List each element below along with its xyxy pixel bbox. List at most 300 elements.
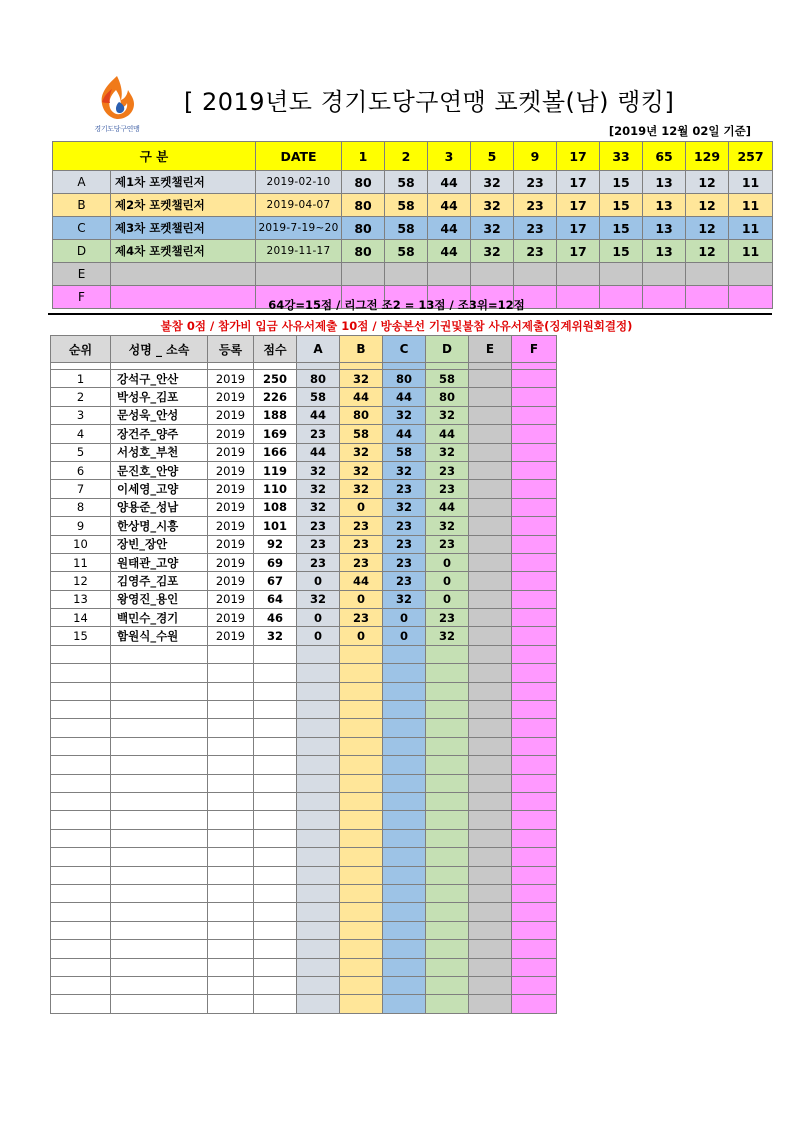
score-event-d: 32 <box>426 627 469 645</box>
player-name: 백민수_경기 <box>111 609 208 627</box>
event-points <box>428 263 471 286</box>
score-event-d: 23 <box>426 461 469 479</box>
ranking-row <box>51 572 557 590</box>
event-points: 13 <box>643 240 686 263</box>
score-event-c <box>383 664 426 682</box>
rank-cell <box>51 737 111 755</box>
score-event-a <box>297 811 340 829</box>
registration-year <box>208 701 254 719</box>
score-event-a: 23 <box>297 425 340 443</box>
total-score: 101 <box>254 517 297 535</box>
ranking-row <box>51 370 557 388</box>
score-event-a: 0 <box>297 627 340 645</box>
score-event-b: 0 <box>340 498 383 516</box>
player-name <box>111 921 208 939</box>
score-event-a <box>297 829 340 847</box>
registration-year: 2019 <box>208 553 254 571</box>
score-event-b <box>340 719 383 737</box>
score-event-c <box>383 756 426 774</box>
player-name <box>111 792 208 810</box>
player-name: 강석구_안산 <box>111 370 208 388</box>
total-score <box>254 903 297 921</box>
score-event-a: 0 <box>297 609 340 627</box>
event-points: 44 <box>428 217 471 240</box>
rank-cell <box>51 756 111 774</box>
registration-year: 2019 <box>208 572 254 590</box>
ranking-row <box>51 461 557 479</box>
event-points: 12 <box>686 171 729 194</box>
total-score <box>254 921 297 939</box>
score-event-f <box>512 682 557 700</box>
ranking-table-header <box>51 336 557 363</box>
rank-cell: 3 <box>51 406 111 424</box>
player-name: 양용준_성남 <box>111 498 208 516</box>
empty-row <box>51 719 557 737</box>
score-event-e <box>469 940 512 958</box>
event-code: D <box>53 240 111 263</box>
event-points <box>557 263 600 286</box>
score-event-e <box>469 627 512 645</box>
score-event-e <box>469 425 512 443</box>
registration-year: 2019 <box>208 425 254 443</box>
score-event-a: 23 <box>297 535 340 553</box>
registration-year <box>208 645 254 663</box>
rank-cell: 11 <box>51 553 111 571</box>
score-event-a: 58 <box>297 388 340 406</box>
score-event-a: 32 <box>297 498 340 516</box>
event-points: 17 <box>557 217 600 240</box>
registration-year <box>208 995 254 1013</box>
score-event-e <box>469 645 512 663</box>
score-event-f <box>512 866 557 884</box>
empty-row <box>51 811 557 829</box>
ranking-row <box>51 425 557 443</box>
event-points: 58 <box>385 217 428 240</box>
score-event-c <box>383 903 426 921</box>
score-event-a <box>297 756 340 774</box>
total-score: 64 <box>254 590 297 608</box>
score-event-d <box>426 848 469 866</box>
rank-cell <box>51 792 111 810</box>
score-event-b <box>340 682 383 700</box>
header-event-a: A <box>297 336 340 363</box>
score-event-b <box>340 848 383 866</box>
registration-year <box>208 958 254 976</box>
spacer-cell <box>340 363 383 370</box>
score-event-d: 23 <box>426 609 469 627</box>
spacer-cell <box>208 363 254 370</box>
registration-year <box>208 737 254 755</box>
player-name: 장건주_양주 <box>111 425 208 443</box>
rank-cell: 13 <box>51 590 111 608</box>
score-event-e <box>469 682 512 700</box>
score-event-c <box>383 811 426 829</box>
score-event-d <box>426 774 469 792</box>
score-event-c: 44 <box>383 425 426 443</box>
rank-cell: 8 <box>51 498 111 516</box>
score-event-d <box>426 756 469 774</box>
player-name <box>111 866 208 884</box>
score-event-d <box>426 995 469 1013</box>
event-points: 15 <box>600 171 643 194</box>
score-event-d <box>426 921 469 939</box>
score-event-b <box>340 774 383 792</box>
score-event-e <box>469 737 512 755</box>
score-event-c <box>383 645 426 663</box>
header-place-3: 3 <box>428 142 471 171</box>
score-event-c: 44 <box>383 388 426 406</box>
header-event-d: D <box>426 336 469 363</box>
score-event-c <box>383 940 426 958</box>
spacer-cell <box>469 363 512 370</box>
rank-cell <box>51 811 111 829</box>
score-event-e <box>469 553 512 571</box>
registration-year <box>208 682 254 700</box>
registration-year <box>208 664 254 682</box>
score-event-a: 23 <box>297 553 340 571</box>
ranking-table <box>50 335 557 1014</box>
score-event-c: 58 <box>383 443 426 461</box>
registration-year: 2019 <box>208 443 254 461</box>
rank-cell <box>51 921 111 939</box>
event-name: 제1차 포켓챌린저 <box>111 171 256 194</box>
empty-row <box>51 737 557 755</box>
score-event-f <box>512 590 557 608</box>
score-event-b: 23 <box>340 609 383 627</box>
score-event-d: 23 <box>426 535 469 553</box>
score-event-e <box>469 884 512 902</box>
score-event-a <box>297 774 340 792</box>
score-event-b: 0 <box>340 627 383 645</box>
player-name <box>111 664 208 682</box>
event-points <box>600 263 643 286</box>
scoring-note: 64강=15점 / 리그전 조2 = 13점 / 조3위=12점 <box>268 298 525 312</box>
score-event-e <box>469 370 512 388</box>
player-name <box>111 811 208 829</box>
total-score <box>254 848 297 866</box>
score-event-f <box>512 443 557 461</box>
player-name: 함원식_수원 <box>111 627 208 645</box>
score-event-f <box>512 848 557 866</box>
rank-cell <box>51 774 111 792</box>
empty-row <box>51 940 557 958</box>
score-event-c: 23 <box>383 480 426 498</box>
score-event-d <box>426 884 469 902</box>
player-name <box>111 682 208 700</box>
total-score: 119 <box>254 461 297 479</box>
score-event-f <box>512 921 557 939</box>
event-points: 13 <box>643 171 686 194</box>
registration-year <box>208 903 254 921</box>
score-event-d: 0 <box>426 572 469 590</box>
empty-row <box>51 774 557 792</box>
score-event-b: 32 <box>340 370 383 388</box>
score-event-f <box>512 609 557 627</box>
event-points: 44 <box>428 171 471 194</box>
registration-year: 2019 <box>208 535 254 553</box>
total-score <box>254 719 297 737</box>
score-event-a <box>297 719 340 737</box>
score-event-f <box>512 388 557 406</box>
score-event-e <box>469 388 512 406</box>
rank-cell <box>51 866 111 884</box>
score-event-f <box>512 940 557 958</box>
score-event-f <box>512 719 557 737</box>
event-points <box>686 263 729 286</box>
event-date: 2019-7-19~20 <box>256 217 342 240</box>
score-event-e <box>469 848 512 866</box>
rank-cell <box>51 903 111 921</box>
score-event-d: 32 <box>426 443 469 461</box>
header-rank: 순위 <box>51 336 111 363</box>
event-points: 17 <box>557 194 600 217</box>
score-event-c <box>383 682 426 700</box>
score-event-d: 32 <box>426 406 469 424</box>
header-place-129: 129 <box>686 142 729 171</box>
ranking-row <box>51 517 557 535</box>
score-event-c: 23 <box>383 517 426 535</box>
empty-row <box>51 829 557 847</box>
score-event-c <box>383 701 426 719</box>
score-event-a <box>297 682 340 700</box>
player-name <box>111 737 208 755</box>
score-event-a: 44 <box>297 443 340 461</box>
score-event-a <box>297 645 340 663</box>
score-event-c: 32 <box>383 406 426 424</box>
score-event-e <box>469 535 512 553</box>
flame-logo-icon <box>92 72 142 122</box>
score-event-f <box>512 958 557 976</box>
total-score <box>254 884 297 902</box>
score-event-f <box>512 645 557 663</box>
empty-row <box>51 995 557 1013</box>
event-points: 15 <box>600 194 643 217</box>
rank-cell <box>51 719 111 737</box>
total-score: 46 <box>254 609 297 627</box>
score-event-a <box>297 866 340 884</box>
event-points: 23 <box>514 217 557 240</box>
score-event-c <box>383 921 426 939</box>
score-event-b: 23 <box>340 535 383 553</box>
total-score <box>254 645 297 663</box>
score-event-f <box>512 903 557 921</box>
score-event-b <box>340 958 383 976</box>
score-event-f <box>512 995 557 1013</box>
score-event-c <box>383 884 426 902</box>
rank-cell <box>51 995 111 1013</box>
registration-year <box>208 719 254 737</box>
penalty-note: 불참 0점 / 참가비 입금 사유서제출 10점 / 방송본선 기권및불참 사유서제출(징계위원회결정) <box>160 319 633 333</box>
total-score <box>254 756 297 774</box>
spacer-cell <box>297 363 340 370</box>
player-name <box>111 995 208 1013</box>
rank-cell <box>51 829 111 847</box>
player-name: 이세영_고양 <box>111 480 208 498</box>
score-event-f <box>512 425 557 443</box>
player-name <box>111 645 208 663</box>
player-name: 원태관_고양 <box>111 553 208 571</box>
spacer-cell <box>51 363 111 370</box>
score-event-e <box>469 406 512 424</box>
score-event-d <box>426 701 469 719</box>
player-name <box>111 976 208 994</box>
score-event-e <box>469 903 512 921</box>
score-event-c: 23 <box>383 572 426 590</box>
ranking-row <box>51 627 557 645</box>
rank-cell <box>51 976 111 994</box>
total-score: 67 <box>254 572 297 590</box>
rank-cell <box>51 958 111 976</box>
registration-year <box>208 884 254 902</box>
empty-row <box>51 792 557 810</box>
score-event-a <box>297 995 340 1013</box>
score-event-c <box>383 958 426 976</box>
event-points: 17 <box>557 171 600 194</box>
score-event-a: 44 <box>297 406 340 424</box>
score-event-a <box>297 848 340 866</box>
score-event-b: 44 <box>340 572 383 590</box>
empty-row <box>51 664 557 682</box>
score-event-b <box>340 995 383 1013</box>
registration-year <box>208 811 254 829</box>
event-date: 2019-02-10 <box>256 171 342 194</box>
player-name <box>111 756 208 774</box>
score-event-b <box>340 829 383 847</box>
event-points: 11 <box>729 194 773 217</box>
event-date <box>256 263 342 286</box>
registration-year: 2019 <box>208 480 254 498</box>
ranking-row <box>51 443 557 461</box>
federation-logo <box>84 72 150 138</box>
ranking-row <box>51 406 557 424</box>
total-score <box>254 940 297 958</box>
score-event-a <box>297 701 340 719</box>
event-points: 11 <box>729 171 773 194</box>
event-row <box>53 217 773 240</box>
event-points: 11 <box>729 240 773 263</box>
score-event-c: 32 <box>383 590 426 608</box>
event-points: 32 <box>471 240 514 263</box>
event-points: 44 <box>428 194 471 217</box>
score-event-e <box>469 958 512 976</box>
total-score <box>254 682 297 700</box>
score-event-b: 44 <box>340 388 383 406</box>
score-event-b <box>340 921 383 939</box>
score-event-f <box>512 884 557 902</box>
event-points: 12 <box>686 194 729 217</box>
registration-year: 2019 <box>208 406 254 424</box>
event-row <box>53 263 773 286</box>
score-event-a <box>297 664 340 682</box>
registration-year <box>208 921 254 939</box>
player-name: 김영주_김포 <box>111 572 208 590</box>
event-points: 32 <box>471 194 514 217</box>
score-event-b: 23 <box>340 553 383 571</box>
score-event-c: 0 <box>383 627 426 645</box>
player-name: 한상명_시흥 <box>111 517 208 535</box>
score-event-b <box>340 737 383 755</box>
score-event-e <box>469 774 512 792</box>
score-event-e <box>469 792 512 810</box>
score-event-b <box>340 701 383 719</box>
event-points: 15 <box>600 240 643 263</box>
score-event-e <box>469 719 512 737</box>
event-code: E <box>53 263 111 286</box>
event-date: 2019-11-17 <box>256 240 342 263</box>
score-event-c <box>383 774 426 792</box>
score-event-b <box>340 866 383 884</box>
rank-cell <box>51 682 111 700</box>
ranking-row <box>51 590 557 608</box>
ranking-row <box>51 388 557 406</box>
rank-cell: 10 <box>51 535 111 553</box>
player-name: 문성욱_안성 <box>111 406 208 424</box>
registration-year: 2019 <box>208 370 254 388</box>
score-event-f <box>512 572 557 590</box>
score-event-a <box>297 903 340 921</box>
score-event-b: 23 <box>340 517 383 535</box>
event-points: 58 <box>385 194 428 217</box>
event-points <box>471 263 514 286</box>
event-code: C <box>53 217 111 240</box>
score-event-c: 0 <box>383 609 426 627</box>
score-event-b <box>340 664 383 682</box>
score-event-d: 0 <box>426 590 469 608</box>
score-event-a: 32 <box>297 461 340 479</box>
score-event-f <box>512 627 557 645</box>
event-points: 13 <box>643 194 686 217</box>
score-event-e <box>469 701 512 719</box>
ranking-row <box>51 553 557 571</box>
score-event-b <box>340 756 383 774</box>
score-event-b <box>340 884 383 902</box>
spacer-cell <box>383 363 426 370</box>
event-row <box>53 171 773 194</box>
event-row <box>53 240 773 263</box>
player-name: 문진호_안양 <box>111 461 208 479</box>
total-score <box>254 811 297 829</box>
event-code: F <box>53 286 111 309</box>
registration-year: 2019 <box>208 498 254 516</box>
divider <box>48 313 772 315</box>
score-event-a <box>297 921 340 939</box>
score-event-d: 58 <box>426 370 469 388</box>
score-event-c: 32 <box>383 498 426 516</box>
total-score: 250 <box>254 370 297 388</box>
total-score: 188 <box>254 406 297 424</box>
score-event-e <box>469 461 512 479</box>
event-name: 제4차 포켓챌린저 <box>111 240 256 263</box>
score-event-f <box>512 756 557 774</box>
score-event-b: 32 <box>340 480 383 498</box>
registration-year <box>208 774 254 792</box>
total-score: 32 <box>254 627 297 645</box>
score-event-a: 0 <box>297 572 340 590</box>
event-code: B <box>53 194 111 217</box>
empty-row <box>51 921 557 939</box>
total-score: 169 <box>254 425 297 443</box>
empty-row <box>51 903 557 921</box>
score-event-d <box>426 737 469 755</box>
score-event-e <box>469 976 512 994</box>
empty-row <box>51 848 557 866</box>
header-date: DATE <box>256 142 342 171</box>
total-score <box>254 701 297 719</box>
score-event-a <box>297 940 340 958</box>
score-event-a: 23 <box>297 517 340 535</box>
score-event-d: 44 <box>426 425 469 443</box>
score-event-c <box>383 829 426 847</box>
